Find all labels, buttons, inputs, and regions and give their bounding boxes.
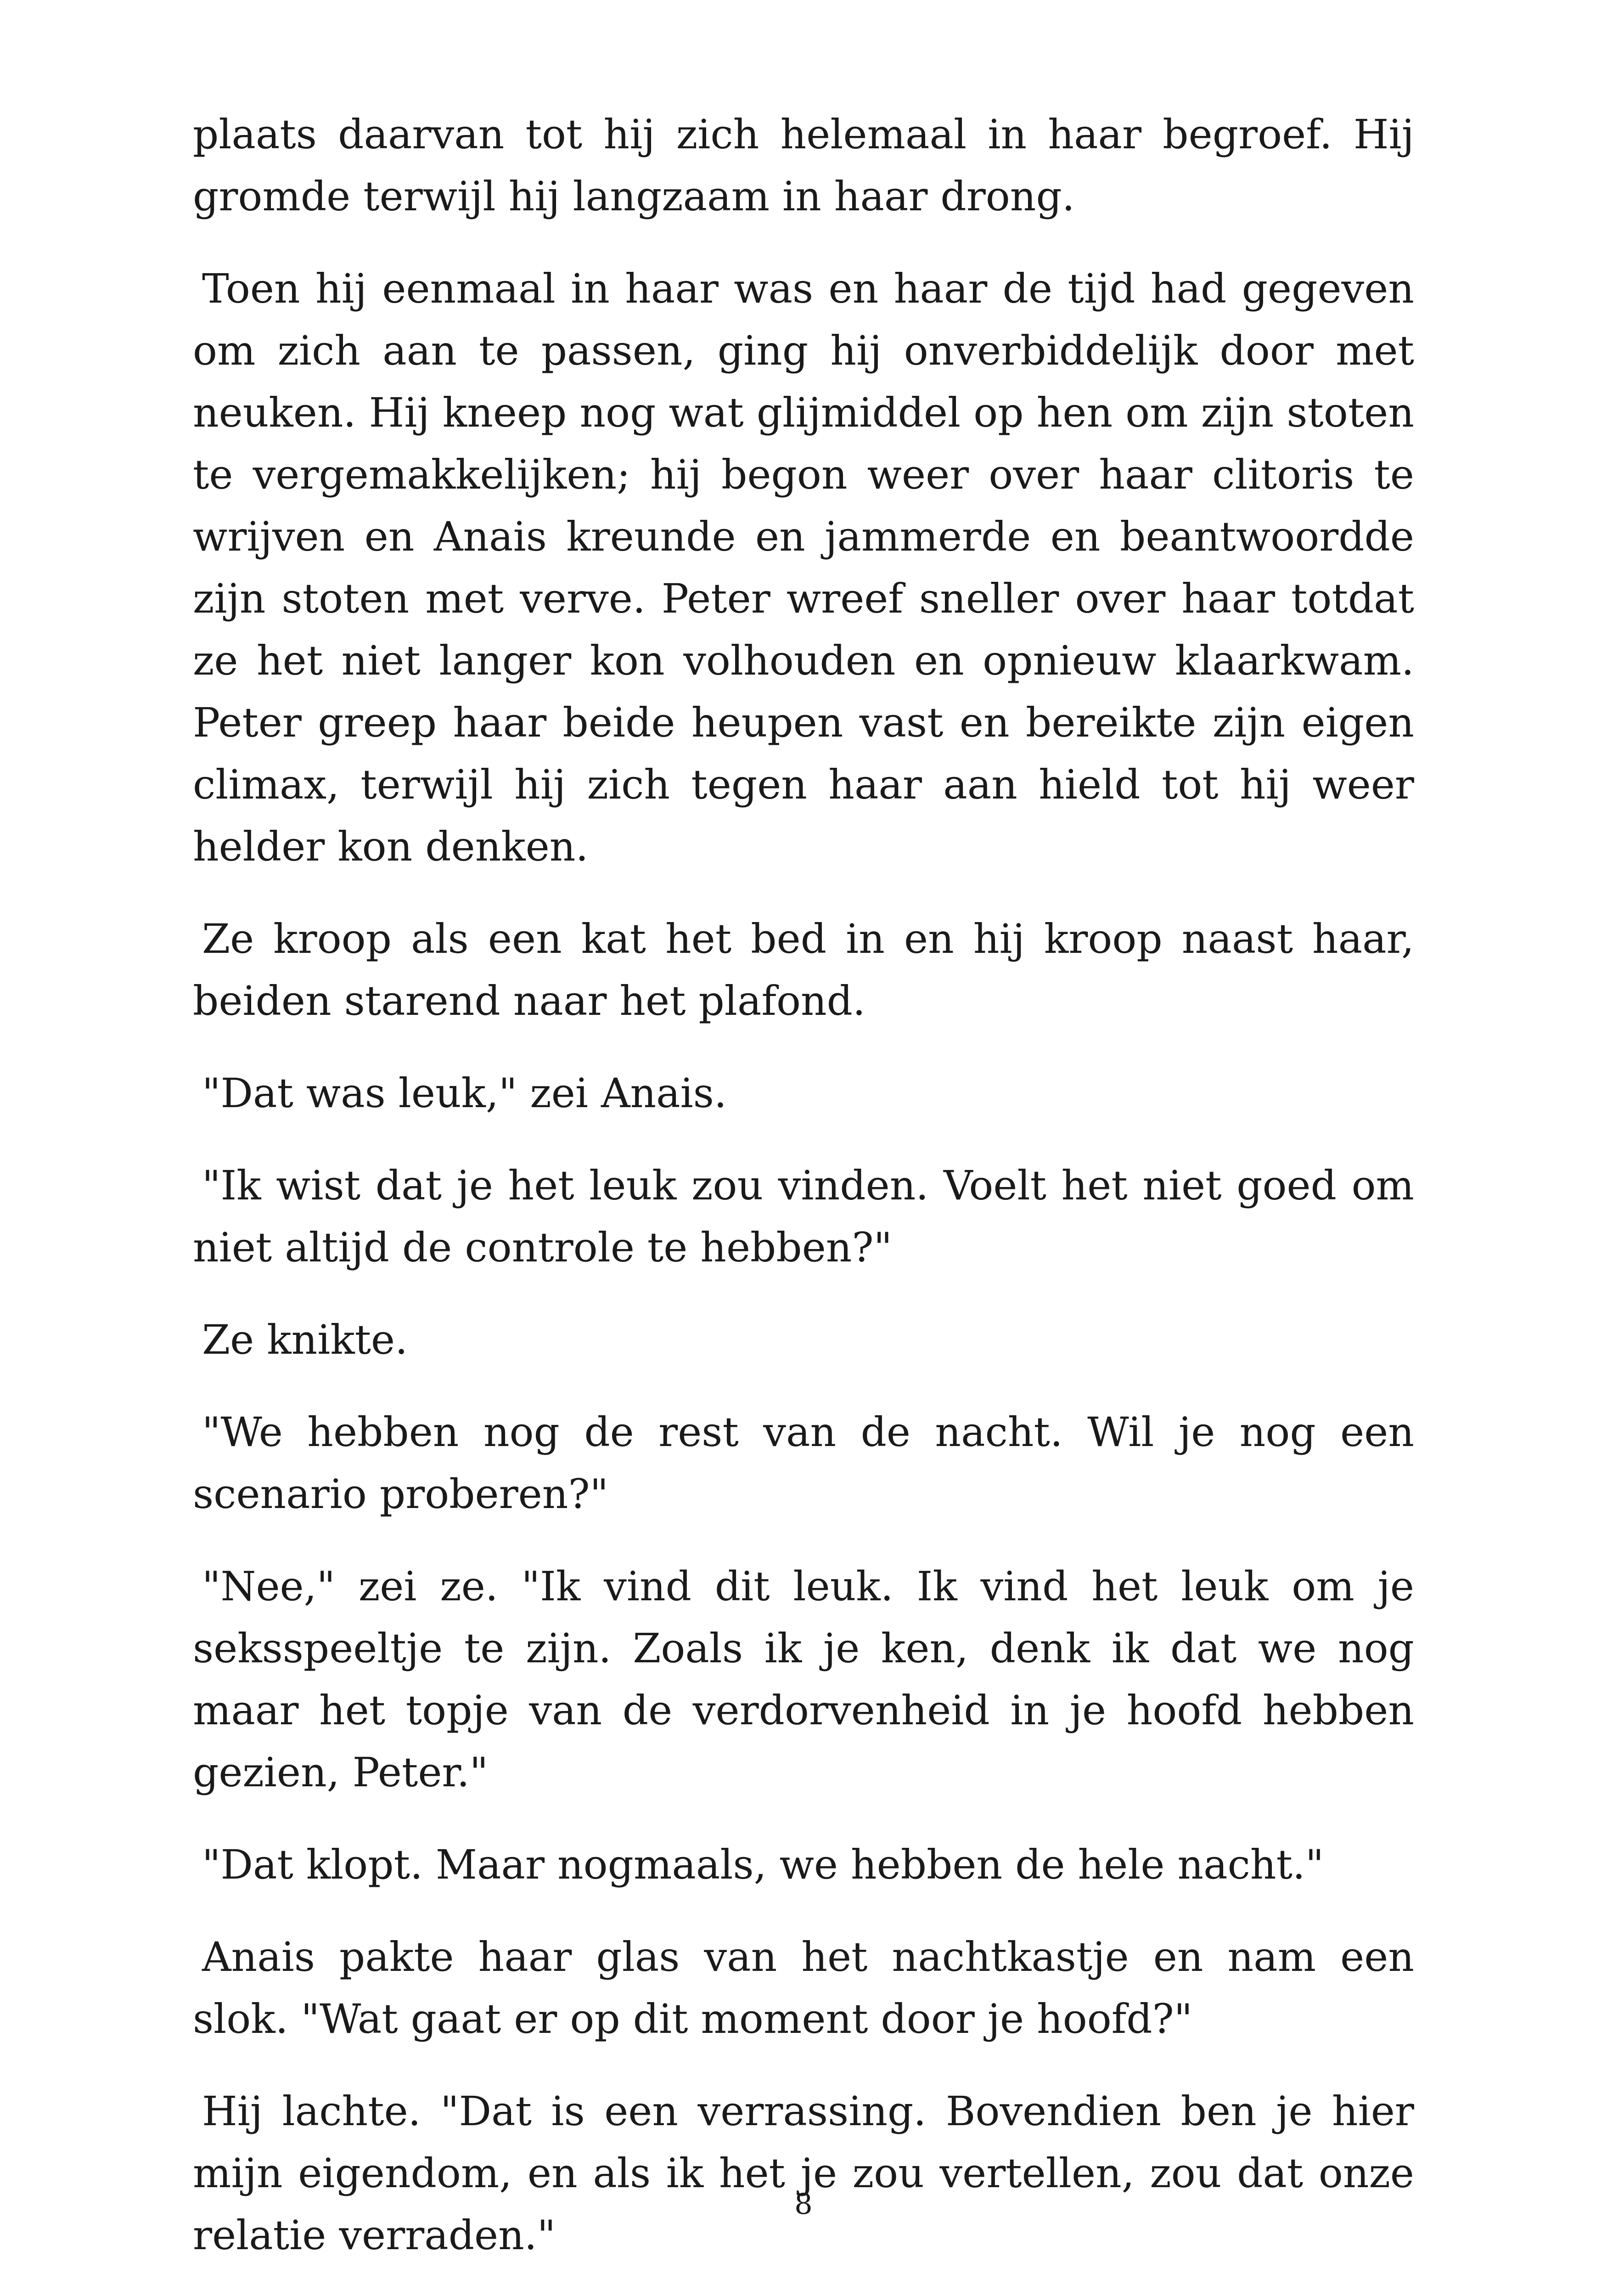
page-body xyxy=(193,103,1414,2296)
paragraph-10: Anais pakte haar glas van het nachtkastje en nam een slok. "Wat gaat er op dit moment door je hoofd?" xyxy=(193,1933,1414,2043)
paragraph-1: plaats daarvan tot hij zich helemaal in haar begroef. Hij gromde terwijl hij langzaam in haar drong. xyxy=(193,111,1414,220)
paragraph-2: Toen hij eenmaal in haar was en haar de tijd had gegeven om zich aan te passen, ging hij onverbiddelijk door met neuken. Hij kneep nog wat glijmiddel op hen om zijn stoten te vergemakkelijken; hij begon weer over haar clitoris te wrijven en Anais kreunde en jammerde en beantwoordde zijn stoten met verve. Peter wreef sneller over haar totdat ze het niet langer kon volhouden en opnieuw klaarkwam. Peter greep haar beide heupen vast en bereikte zijn eigen climax, terwijl hij zich tegen haar aan hield tot hij weer helder kon denken. xyxy=(193,265,1414,870)
paragraph-8: "Nee," zei ze. "Ik vind dit leuk. Ik vind het leuk om je seksspeeltje te zijn. Zoals ik je ken, denk ik dat we nog maar het topje van de verdorvenheid in je hoofd hebben gezien, Peter." xyxy=(193,1563,1414,1796)
paragraph-3: Ze kroop als een kat het bed in en hij kroop naast haar, beiden starend naar het plafond. xyxy=(193,915,1414,1024)
page-number: 8 xyxy=(794,2187,813,2221)
paragraph-11: Hij lachte. "Dat is een verrassing. Bovendien ben je hier mijn eigendom, en als ik het je zou vertellen, zou dat onze relatie verraden." xyxy=(193,2088,1414,2259)
paragraph-5: "Ik wist dat je het leuk zou vinden. Voelt het niet goed om niet altijd de controle te hebben?" xyxy=(193,1162,1414,1271)
paragraph-4: "Dat was leuk," zei Anais. xyxy=(202,1069,727,1117)
paragraph-9: "Dat klopt. Maar nogmaals, we hebben de hele nacht." xyxy=(202,1841,1324,1888)
paragraph-7: "We hebben nog de rest van de nacht. Wil je nog een scenario proberen?" xyxy=(193,1408,1414,1518)
paragraph-6: Ze knikte. xyxy=(202,1316,408,1363)
